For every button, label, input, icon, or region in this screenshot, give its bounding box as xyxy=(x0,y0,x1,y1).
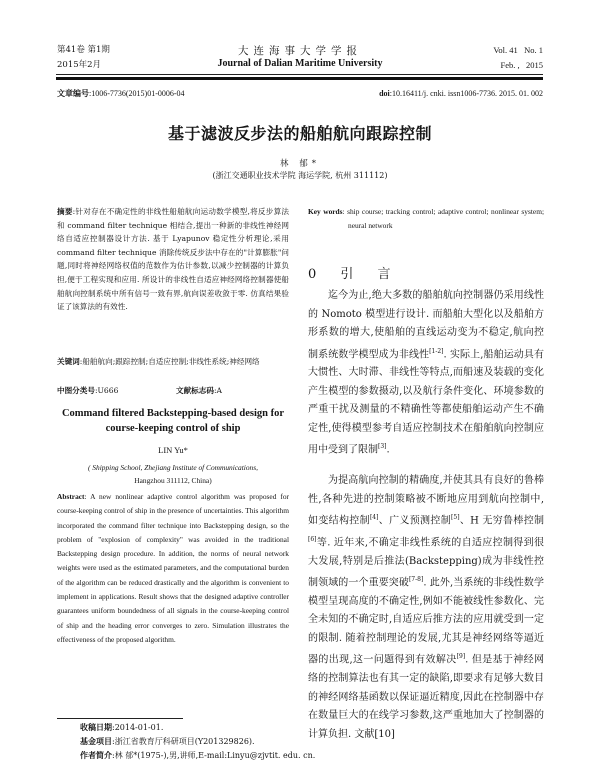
footnote-fund xyxy=(80,735,255,749)
date-cn: 2015年2月 xyxy=(57,60,102,70)
section-heading-introduction: 0 引 言 xyxy=(308,267,401,282)
affiliation-en-line1-text: ( Shipping School, Zhejiang Institute of Communications, xyxy=(88,463,258,472)
intro-paragraph-1 xyxy=(308,287,544,460)
affiliation-en-line1 xyxy=(57,461,289,474)
p2-text-e: . 此外,当系统的非线性数学模型呈现高度的不确定性,例如不能被线性参数化、完全未知的不确定时,自适应后推方法的应用就受到一定的限制. 随着控制理论的发展,尤其是神经网络等逼近器的出现,这一问题得到有效解决 xyxy=(308,577,544,666)
p1-text-a: 迄今为止,绝大多数的船舶航向控制器仍采用线性的 Nomoto 模型进行设计. 而船舶大型化以及船舶方形系数的增大,使船舶的直线运动变为不稳定,航向控制系统数学模型成为非线性 xyxy=(308,290,544,360)
document-code xyxy=(176,384,222,398)
affiliation-en-line2: Hangzhou 311112, China) xyxy=(134,476,212,485)
paper-title-cn: 基于滤波反步法的船舶航向跟踪控制 xyxy=(167,124,432,143)
abstract-cn-text: :针对存在不确定性的非线性船舶航向运动数学模型,将反步算法和 command filter technique 相结合,提出一种新的非线性神经网络自适应控制器设计方法. 基于 Lyapunov 稳定性分析理论,采用 command filter technique 消除传统反步法中存在的"计算膨胀"问题,同时将神经网络权值的范数作为估计参数,以减少控制器的计算负担,便于工程实现和应用. 所设计的非线性自适应神经网络控制器使船舶航向控制系统中所有信号一致有界,航向误差收敛于零. 仿真结果验证了该算法的有效性. xyxy=(57,207,289,312)
p1-text-b: . 实际上,船舶运动具有大惯性、大时滞、非线性等特点,而船速及装载的变化产生模型的参数摄动,以及航行条件变化、环境参数的严重干扰及测量的不精确性等都使船舶运动产生不确定性,使得模型参考自适应控制技术在船舶航向控制应用中受到了限制 xyxy=(308,348,544,456)
citation-5: [5] xyxy=(451,514,460,521)
doi-value: :10.16411/j. cnki. issn1006-7736. 2015. 01. 002 xyxy=(389,89,543,98)
footnote-rule xyxy=(57,718,183,719)
header-rule-thick xyxy=(56,77,543,80)
citation-4: [4] xyxy=(369,514,379,521)
paper-title-en: Command filtered Backstepping-based design for course-keeping control of ship xyxy=(61,408,285,434)
abstract-cn-label: 摘要 xyxy=(57,207,73,216)
keywords-en-text: : ship course; tracking control; adaptive control; nonlinear system; neural network xyxy=(342,207,544,230)
citation-9: [9] xyxy=(456,653,466,661)
received-label: 收稿日期 xyxy=(80,723,112,732)
author-en: LIN Yu* xyxy=(158,445,188,455)
article-number-value: :1006-7736(2015)01-0006-04 xyxy=(89,89,185,98)
doi xyxy=(379,89,543,99)
citation-3: [3] xyxy=(378,443,387,451)
p2-text-d: 等. 近年来,不确定非线性系统的自适应控制得到很大发展,特别是后推法(Backstepping)成为非线性控制领域的一个重要突破 xyxy=(308,537,544,589)
journal-name-en: Journal of Dalian Maritime University xyxy=(217,58,383,69)
intro-paragraph-2 xyxy=(308,472,544,744)
author-cn: 林 郁* xyxy=(280,159,320,169)
abstract-en xyxy=(57,490,289,647)
p2-text-c: 、H 无穷鲁棒控制 xyxy=(459,515,545,527)
keywords-cn xyxy=(57,355,289,369)
fund-value: :浙江省教育厅科研项目(Y201329826). xyxy=(112,737,255,746)
citation-6: [6] xyxy=(308,535,317,543)
doi-label: doi xyxy=(379,89,390,98)
received-value: :2014-01-01. xyxy=(112,723,164,732)
bio-label: 作者简介 xyxy=(80,751,112,760)
citation-7-8: [7-8] xyxy=(408,576,424,584)
keywords-cn-text: :船舶航向;跟踪控制;自适应控制;非线性系统;神经网络 xyxy=(79,357,260,366)
abstract-cn xyxy=(57,205,289,314)
affiliation-cn: (浙江交通职业技术学院 海运学院, 杭州 311112) xyxy=(212,171,388,180)
p2-text-f: . 但是基于神经网络的控制算法也有其一定的缺陷,即要求有足够大数目的神经网络基函数以保证逼近精度,因此在控制器中存在数量巨大的在线学习参数,这严重地加大了控制器的计算负担. 文献[10] xyxy=(308,654,544,740)
keywords-cn-label: 关键词 xyxy=(57,357,80,366)
bio-value: :林 郁*(1975-),男,讲师,E-mail:Linyu@zjvtit. edu. cn. xyxy=(112,751,316,760)
citation-1-2: [1-2] xyxy=(429,347,444,355)
clc-number xyxy=(57,384,118,398)
keywords-en-label: Key words xyxy=(308,207,343,216)
volume-issue-cn: 第41卷 第1期 xyxy=(57,45,110,55)
document-code-value: :A xyxy=(213,386,223,395)
volume-issue-en: Vol. 41 No. 1 xyxy=(493,45,543,55)
article-number xyxy=(57,89,185,99)
fund-label: 基金项目 xyxy=(80,737,112,746)
footnote-author-bio xyxy=(80,749,315,763)
date-en: Feb. , 2015 xyxy=(500,60,543,70)
p2-text-b: 、广义预测控制 xyxy=(378,515,452,527)
footnote-received xyxy=(80,721,163,735)
clc-value: :U666 xyxy=(94,386,119,395)
p1-text-c: . xyxy=(386,444,390,456)
document-code-label: 文献标志码 xyxy=(176,386,214,395)
clc-label: 中图分类号 xyxy=(57,386,95,395)
keywords-en xyxy=(308,205,544,232)
header-rule-thin xyxy=(56,74,543,75)
journal-name-cn: 大连海事大学学报 xyxy=(238,45,362,57)
abstract-en-text: : A new nonlinear adaptive control algorithm was proposed for course-keeping control of ship in the presence of uncertainties. This algorithm incorporated the command filter technique into Backstepping design, so the problem of "explosion of complexity" was avoided in the traditional Backstepping design procedure. In addition, the norms of neural network weights were used as the estimated parameters, and the computational burden of the algorithm can be reduced drastically and the algorithm is convenient to implement in applications. Result shows that the designed adaptive controller guarantees uniform boundedness of all signals in the course-keeping control of ship and the heading error converges to zero. Simulation illustrates the effectiveness of the proposed algorithm. xyxy=(57,492,289,644)
abstract-en-label: Abstract xyxy=(57,492,85,501)
article-number-label: 文章编号 xyxy=(57,89,89,98)
p2-text-a: 为提高航向控制的精确度,并使其具有良好的鲁棒性,各种先进的控制策略被不断地应用到航向控制中,如变结构控制 xyxy=(308,475,544,527)
